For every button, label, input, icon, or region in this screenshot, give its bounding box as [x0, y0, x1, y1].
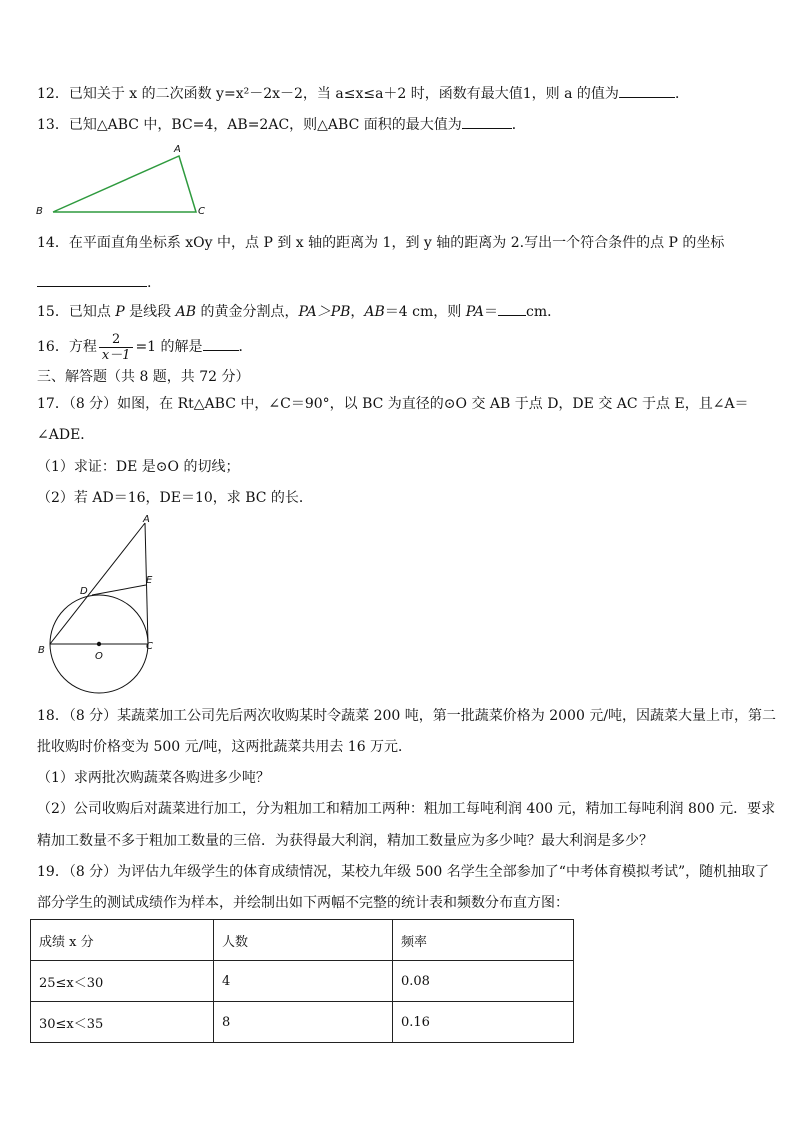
question-14-answer-line: .	[37, 272, 151, 293]
question-18-part2-line2: 精加工数量不多于粗加工数量的三倍．为获得最大利润，精加工数量应为多少吨？最大利润是多少？	[37, 833, 653, 849]
table-header: 成绩 x 分	[31, 920, 214, 961]
question-16: 16．方程 $\frac{2}{x-1}$ =1 的解是 ．	[37, 331, 253, 363]
label-b: B	[38, 645, 45, 656]
vertex-label-b: B	[36, 206, 43, 217]
label-c: C	[146, 641, 153, 652]
triangle-abc-figure	[30, 140, 220, 220]
table-header-row	[31, 920, 574, 961]
answer-blank-14[interactable]	[37, 272, 147, 287]
vertex-label-c: C	[198, 206, 205, 217]
question-19-line2: 部分学生的测试成绩作为样本，并绘制出如下两幅不完整的统计表和频数分布直方图：	[37, 895, 569, 911]
question-18-part2: （2）公司收购后对蔬菜进行加工，分为粗加工和精加工两种：粗加工每吨利润 400 元，精加工每吨利润 800 元．要求	[37, 801, 776, 817]
segment-de	[92, 585, 146, 595]
table-cell: 0.16	[393, 1002, 574, 1043]
question-15: 15．已知点 P 是线段 AB 的黄金分割点，PA＞PB，AB＝4 cm，则 PA＝ cm．	[37, 301, 561, 322]
segment-ab	[50, 523, 145, 644]
label-a: A	[143, 514, 150, 525]
table-row	[31, 961, 574, 1002]
table-header: 人数	[214, 920, 393, 961]
center-point-o	[97, 642, 101, 646]
question-14: 14．在平面直角坐标系 xOy 中，点 P 到 x 轴的距离为 1，到 y 轴的距离为 2.写出一个符合条件的点 P 的坐标	[37, 235, 725, 251]
vertex-label-a: A	[174, 144, 181, 155]
question-17-part1: （1）求证：DE 是⊙O 的切线；	[37, 459, 240, 475]
question-18-line2: 批收购时价格变为 500 元/吨，这两批蔬菜共用去 16 万元．	[37, 739, 413, 755]
question-13: 13．已知△ABC 中，BC=4，AB=2AC，则△ABC 面积的最大值为 ．	[37, 114, 526, 135]
table-cell: 0.08	[393, 961, 574, 1002]
label-d: D	[80, 586, 88, 597]
question-19: 19．（8 分）为评估九年级学生的体育成绩情况，某校九年级 500 名学生全部参加了“中考体育模拟考试”，随机抽取了	[37, 864, 770, 880]
answer-blank-16[interactable]	[203, 336, 239, 351]
label-o: O	[95, 651, 103, 662]
answer-blank-15[interactable]	[498, 301, 526, 316]
table-cell: 8	[214, 1002, 393, 1043]
section-title: 三、解答题（共 8 题，共 72 分）	[37, 369, 250, 385]
circle-tangent-figure	[30, 508, 180, 698]
table-cell: 25≤x＜30	[31, 961, 214, 1002]
table-row	[31, 1002, 574, 1043]
table-cell: 30≤x＜35	[31, 1002, 214, 1043]
question-12: 12．已知关于 x 的二次函数 y=x²－2x－2，当 a≤x≤a＋2 时，函数有最大值1，则 a 的值为 ．	[37, 83, 689, 104]
answer-blank-13[interactable]	[462, 114, 512, 129]
question-18-part1: （1）求两批次购蔬菜各购进多少吨？	[37, 770, 270, 786]
table-cell: 4	[214, 961, 393, 1002]
question-17: 17．（8 分）如图，在 Rt△ABC 中，∠C＝90°，以 BC 为直径的⊙O 交 AB 于点 D，DE 交 AC 于点 E，且∠A＝	[37, 396, 749, 412]
equation-fraction: $\frac{2}{x-1}$	[99, 332, 134, 363]
question-17-line2: ∠ADE．	[37, 427, 95, 443]
answer-blank-12[interactable]	[619, 83, 675, 98]
table-header: 频率	[393, 920, 574, 961]
question-17-part2: （2）若 AD＝16，DE＝10，求 BC 的长．	[37, 490, 313, 506]
score-frequency-table	[30, 919, 574, 1043]
triangle-abc-outline	[53, 156, 196, 212]
question-18: 18．（8 分）某蔬菜加工公司先后两次收购某时令蔬菜 200 吨，第一批蔬菜价格为 2000 元/吨，因蔬菜大量上市，第二	[37, 708, 777, 724]
label-e: E	[146, 575, 153, 586]
